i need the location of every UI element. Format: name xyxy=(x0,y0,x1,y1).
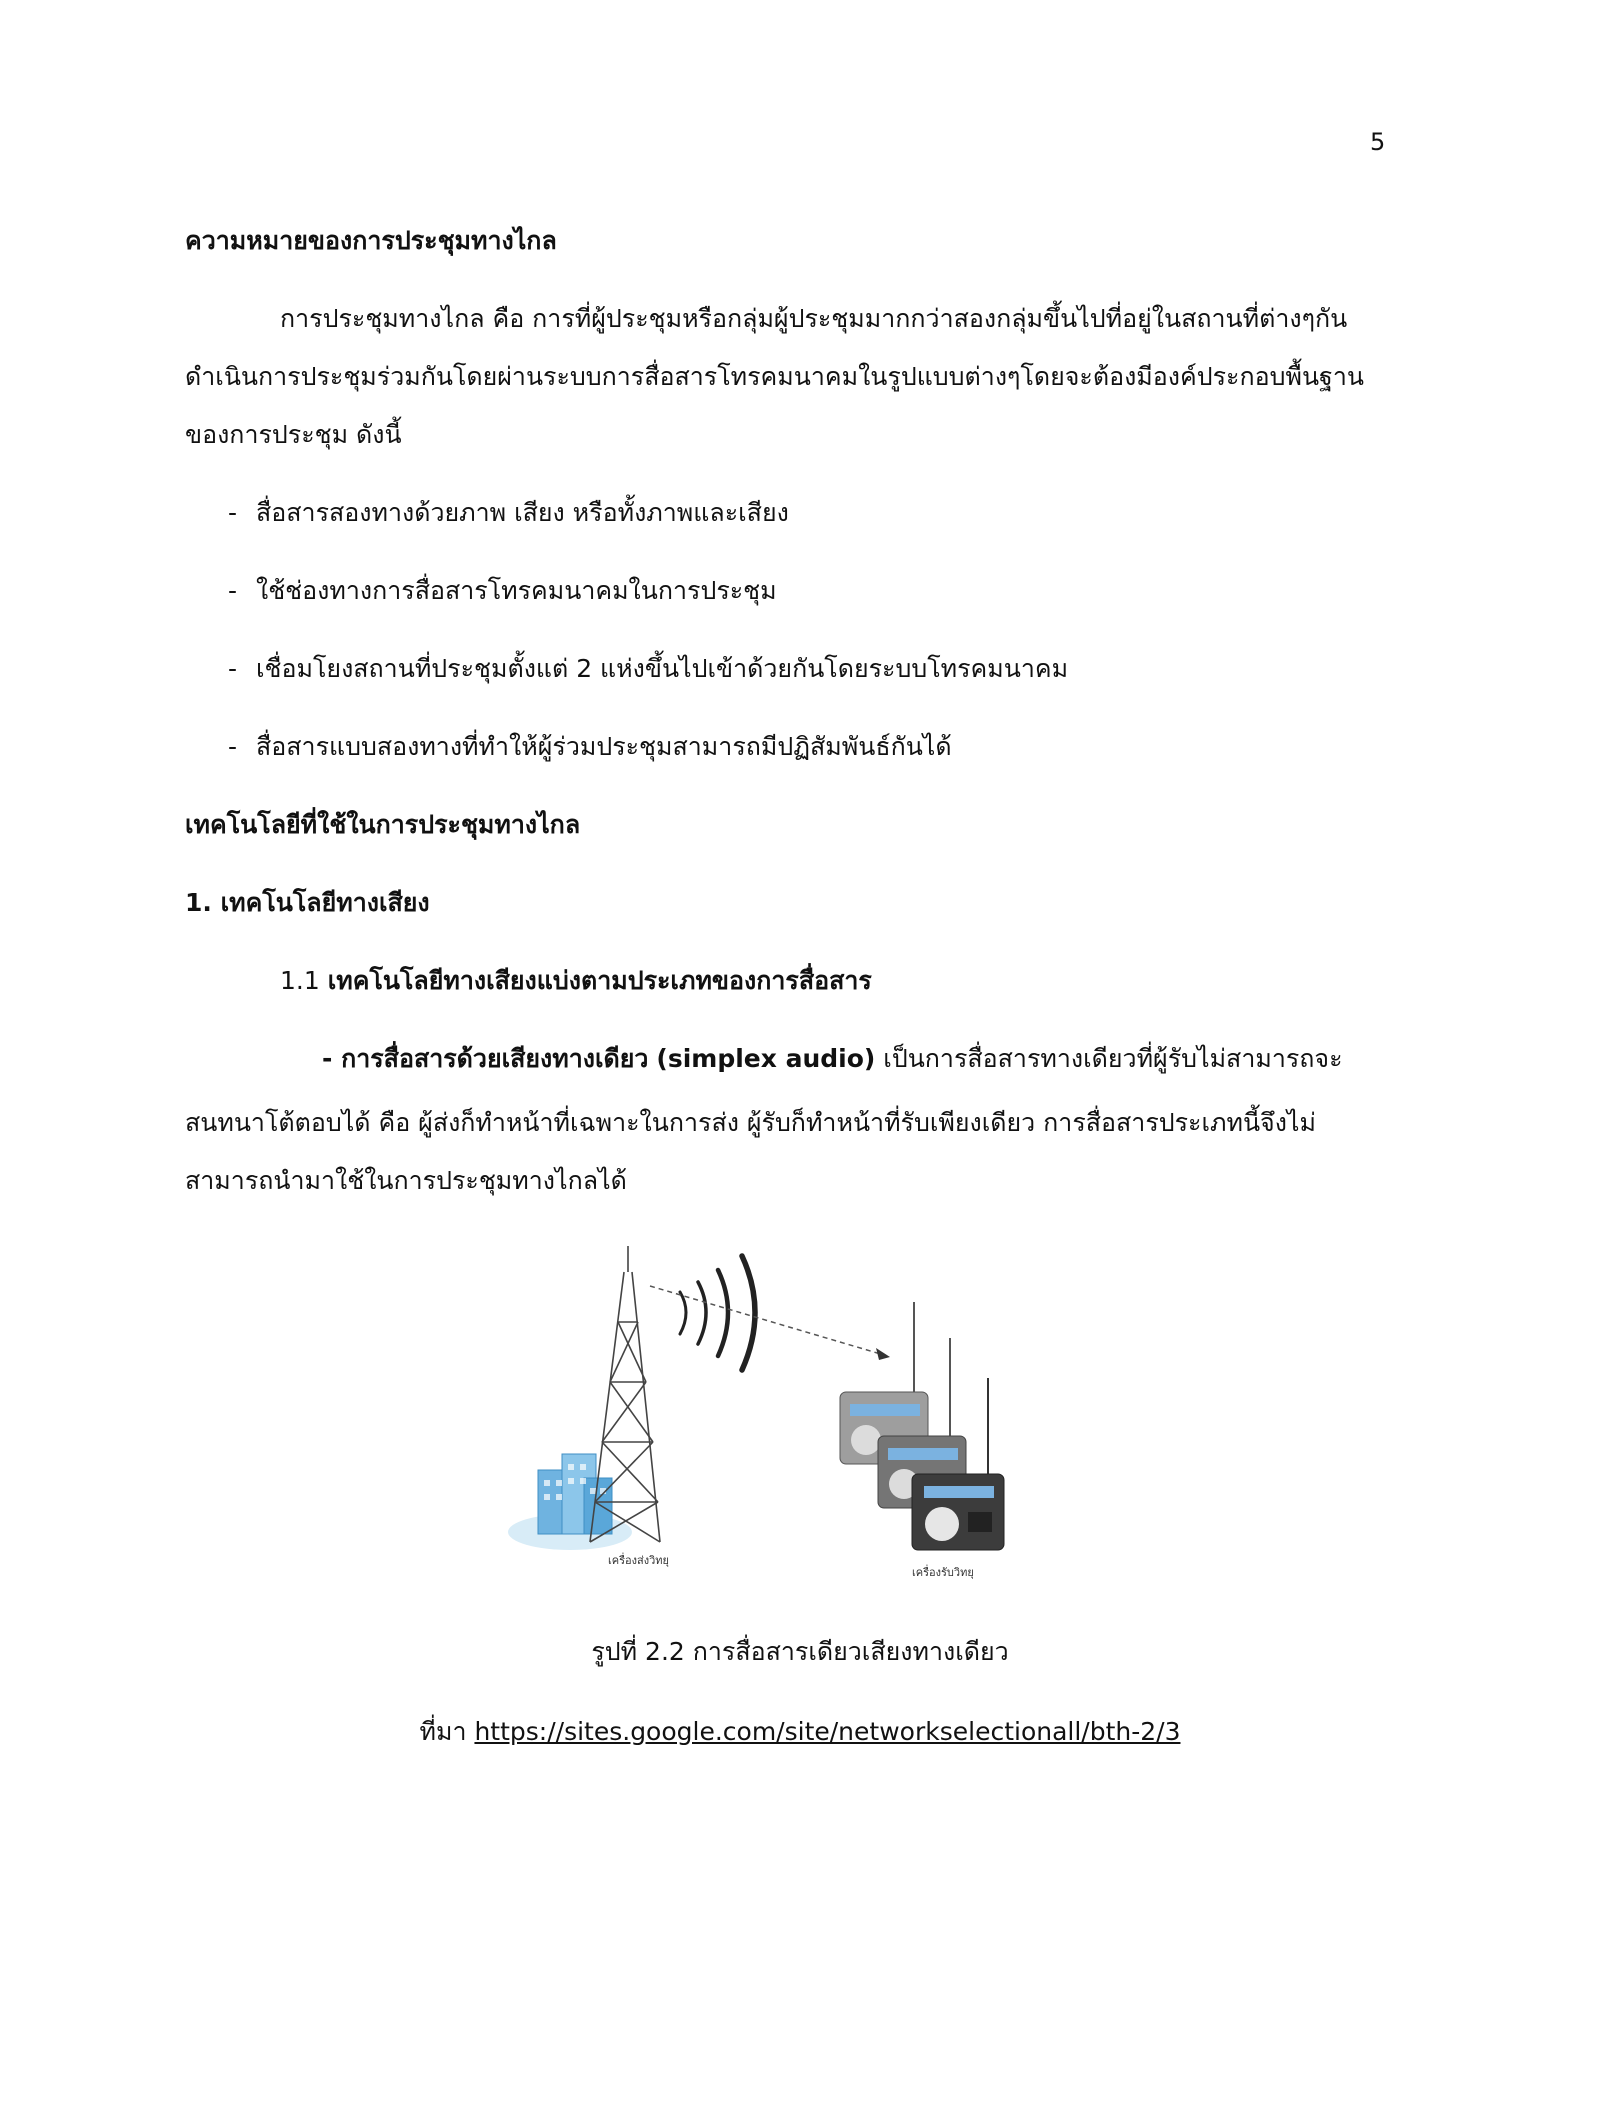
subsubheading-number: 1.1 xyxy=(280,966,320,995)
source-prefix: ที่มา xyxy=(419,1717,467,1746)
paragraph-text: เป็นการสื่อสารทางเดียวที่ผู้รับไม่สามารถจะ xyxy=(883,1044,1343,1073)
subheading-audio: 1. เทคโนโลยีทางเสียง xyxy=(185,888,430,917)
paragraph-line: ดำเนินการประชุมร่วมกันโดยผ่านระบบการสื่อสารโทรคมนาคมในรูปแบบต่างๆโดยจะต้องมีองค์ประกอบพื้นฐาน xyxy=(185,362,1364,391)
receiver-label: เครื่องรับวิทยุ xyxy=(912,1566,974,1579)
paragraph-line xyxy=(322,1042,1343,1076)
figure-caption: รูปที่ 2.2 การสื่อสารเดียวเสียงทางเดียว xyxy=(591,1637,1009,1666)
simplex-audio-figure xyxy=(500,1242,1040,1602)
paragraph-line: สนทนาโต้ตอบได้ คือ ผู้ส่งก็ทำหน้าที่เฉพาะในการส่ง ผู้รับก็ทำหน้าที่รับเพียงเดียว การสื่อสารประเภทนี้จึงไม่ xyxy=(185,1108,1316,1137)
bullet-item xyxy=(228,496,789,530)
bullet-item xyxy=(228,652,1068,686)
bullet-marker: - xyxy=(228,654,238,683)
page-number: 5 xyxy=(1370,128,1386,156)
section-heading-meaning: ความหมายของการประชุมทางไกล xyxy=(185,226,557,255)
bullet-item xyxy=(228,574,777,608)
section-heading-technology: เทคโนโลยีที่ใช้ในการประชุมทางไกล xyxy=(185,810,581,839)
bullet-text: เชื่อมโยงสถานที่ประชุมตั้งแต่ 2 แห่งขึ้นไปเข้าด้วยกันโดยระบบโทรคมนาคม xyxy=(256,654,1069,683)
paragraph-line: สามารถนำมาใช้ในการประชุมทางไกลได้ xyxy=(185,1166,627,1195)
bullet-marker: - xyxy=(228,576,238,605)
subsubheading xyxy=(280,964,872,998)
simplex-term: - การสื่อสารด้วยเสียงทางเดียว xyxy=(322,1044,649,1073)
transmitter-label: เครื่องส่งวิทยุ xyxy=(608,1554,669,1567)
source-link[interactable]: https://sites.google.com/site/networkselectionall/bth-2/3 xyxy=(474,1717,1181,1746)
paragraph-line: การประชุมทางไกล คือ การที่ผู้ประชุมหรือกลุ่มผู้ประชุมมากกว่าสองกลุ่มขึ้นไปที่อยู่ในสถานที่ต่างๆกัน xyxy=(280,304,1348,333)
paragraph-line: ของการประชุม ดังนี้ xyxy=(185,420,402,449)
bullet-text: สื่อสารแบบสองทางที่ทำให้ผู้ร่วมประชุมสามารถมีปฏิสัมพันธ์กันได้ xyxy=(256,732,952,761)
radio-wave-icon xyxy=(680,1256,755,1370)
figure-source xyxy=(0,1712,1600,1752)
bullet-marker: - xyxy=(228,498,238,527)
simplex-term-english: (simplex audio) xyxy=(656,1044,876,1073)
bullet-item xyxy=(228,730,952,764)
bullet-text: ใช้ช่องทางการสื่อสารโทรคมนาคมในการประชุม xyxy=(256,576,777,605)
bullet-marker: - xyxy=(228,732,238,761)
figure-illustration xyxy=(500,1242,1040,1602)
bullet-text: สื่อสารสองทางด้วยภาพ เสียง หรือทั้งภาพและเสียง xyxy=(256,498,789,527)
subsubheading-text: เทคโนโลยีทางเสียงแบ่งตามประเภทของการสื่อสาร xyxy=(327,966,872,995)
